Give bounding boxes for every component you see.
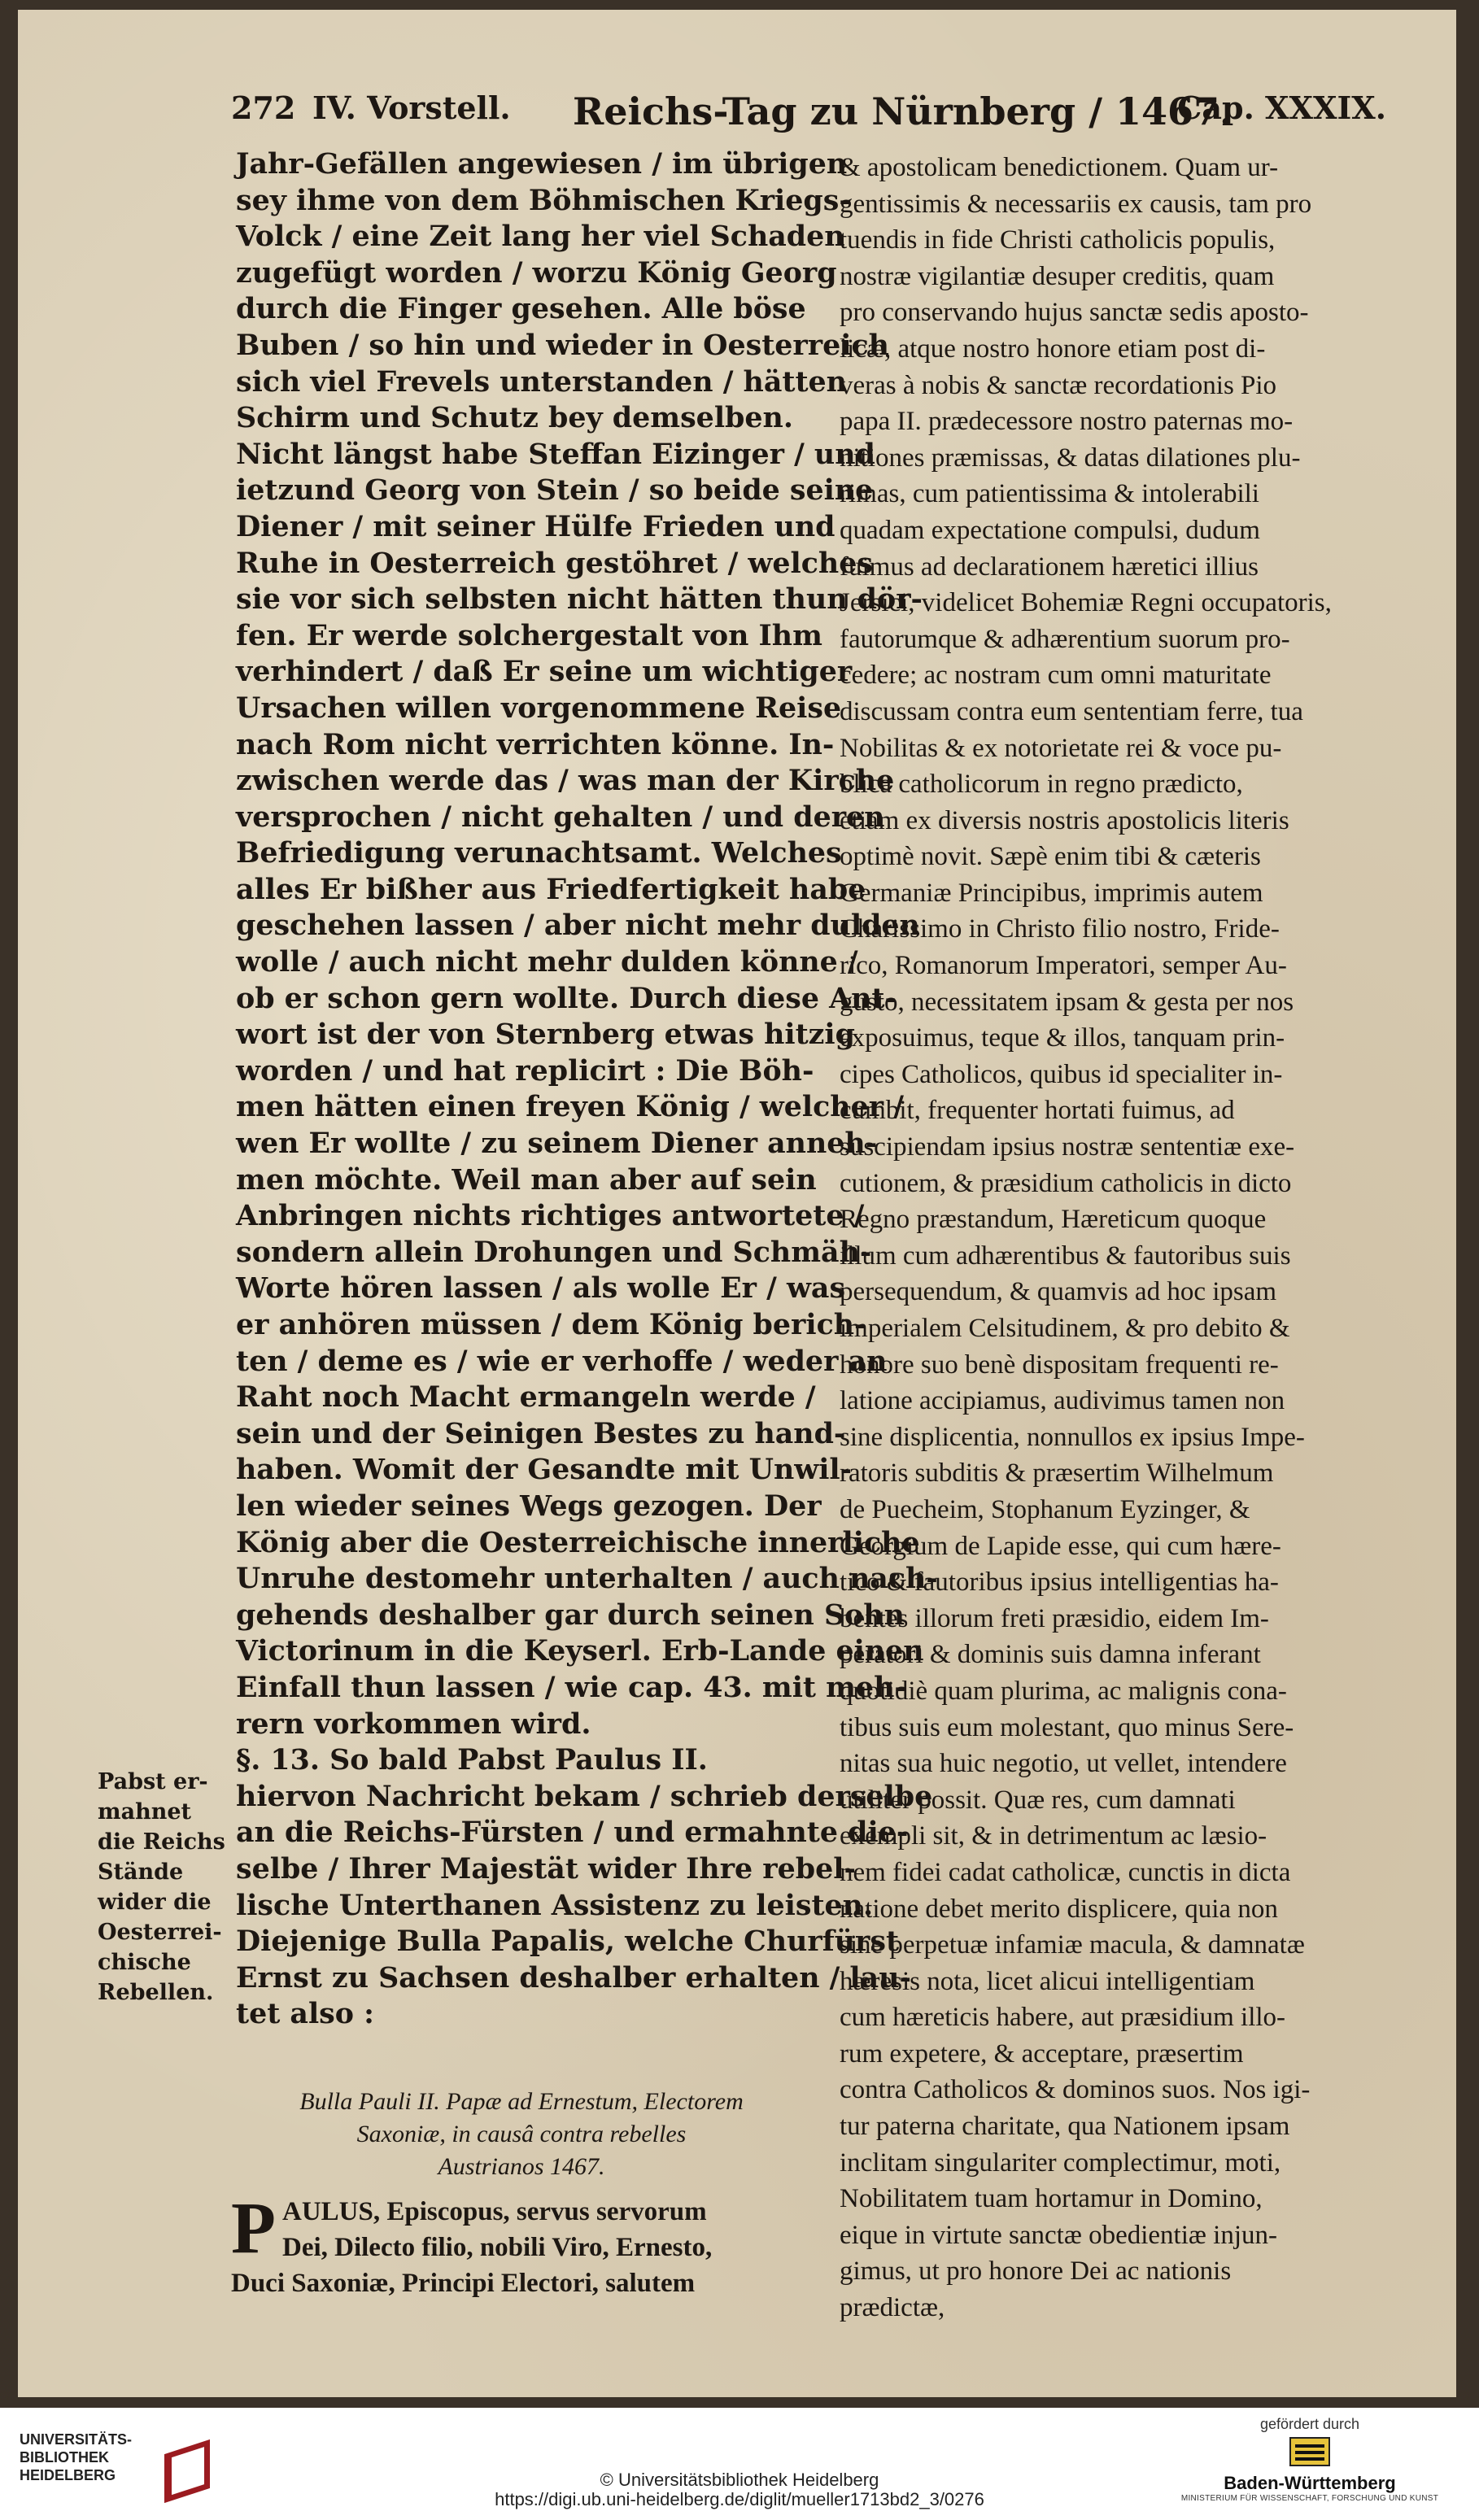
text-line: len wieder seines Wegs gezogen. Der <box>236 1489 822 1523</box>
text-line: nach Rom nicht verrichten könne. In- <box>236 727 835 761</box>
text-line: nitas sua huic negotio, ut vellet, intendere <box>840 1749 1287 1779</box>
text-line: discussam contra eum sententiam ferre, tua <box>840 696 1303 726</box>
text-line: Volck / eine Zeit lang her viel Schaden <box>236 220 845 254</box>
text-line: wolle / auch nicht mehr dulden könne / <box>236 945 858 979</box>
text-line: honore suo benè dispositam frequenti re- <box>840 1349 1279 1380</box>
text-line: imperialem Celsitudinem, & pro debito & <box>840 1314 1290 1343</box>
text-line: exempli sit, & in detrimentum ac læsio- <box>840 1821 1267 1851</box>
text-line: rico, Romanorum Imperatori, semper Au- <box>840 951 1287 981</box>
text-line: papa II. prædecessore nostro paternas mo- <box>840 407 1294 437</box>
text-line: durch die Finger gesehen. Alle böse <box>236 292 806 326</box>
text-line: optimè novit. Sæpè enim tibi & cæteris <box>840 842 1261 872</box>
book-page <box>18 10 1456 2397</box>
text-line: inclitam singulariter complectimur, moti, <box>840 2147 1281 2178</box>
bulla-line: Dei, Dilecto filio, nobili Viro, Ernesto, <box>281 2233 713 2262</box>
text-line: cipes Catholicos, quibus id specialiter in- <box>840 1059 1283 1089</box>
text-line: gentissimis & necessariis ex causis, tam pro <box>840 189 1312 219</box>
text-line: pro conservando hujus sanctæ sedis aposto- <box>840 298 1309 328</box>
text-line: men möchte. Weil man aber auf sein <box>236 1162 817 1197</box>
text-line: sey ihme von dem Böhmischen Kriegs- <box>236 183 851 217</box>
text-line: Jahr-Gefällen angewiesen / im übrigen <box>236 147 848 181</box>
margin-note-line: die Reichs <box>98 1829 225 1855</box>
drop-cap: P <box>231 2188 276 2269</box>
coat-of-arms-icon <box>1287 2436 1333 2469</box>
bulla-title-line: Bulla Pauli II. Papæ ad Ernestum, Electorem <box>299 2088 744 2115</box>
text-line: exposuimus, teque & illos, tanquam prin- <box>840 1023 1285 1053</box>
funded-by-label: gefördert durch <box>1259 2416 1360 2432</box>
text-line: hæresis nota, licet alicui intelligentiam <box>840 1966 1255 1996</box>
text-line: contra Catholicos & dominos suos. Nos igi- <box>840 2075 1311 2105</box>
text-line: quotidiè quam plurima, ac malignis cona- <box>840 1676 1287 1706</box>
text-line: licæ, atque nostro honore etiam post di- <box>840 334 1266 364</box>
text-line: cum hæreticis habere, aut præsidium illo- <box>840 2003 1286 2033</box>
text-line: zwischen werde das / was man der Kirche <box>236 764 895 798</box>
text-line: Ruhe in Oesterreich gestöhret / welches <box>236 546 873 580</box>
text-line: illum cum adhærentibus & fautoribus suis <box>840 1240 1291 1271</box>
text-line: wen Er wollte / zu seinem Diener anneh- <box>236 1127 878 1161</box>
text-line: Buben / so hin und wieder in Oesterreich <box>236 328 889 362</box>
margin-note-line: Pabst er- <box>98 1769 208 1794</box>
text-line: haben. Womit der Gesandte mit Unwil- <box>236 1453 853 1487</box>
bulla-opening <box>231 2188 809 2301</box>
text-line: ob er schon gern wollte. Durch diese Ant- <box>236 981 897 1015</box>
text-line: verhindert / daß Er seine um wichtiger <box>236 655 853 689</box>
text-line: Unruhe destomehr unterhalten / auch nach- <box>236 1562 938 1596</box>
bulla-line: AULUS, Episcopus, servus servorum <box>281 2197 707 2226</box>
funder-name: Baden-Württemberg <box>1224 2473 1396 2493</box>
text-line: persequendum, & quamvis ad hoc ipsam <box>840 1277 1277 1307</box>
text-line: eique in virtute sanctæ obedientiæ injun- <box>840 2220 1277 2250</box>
text-line: fautorumque & adhærentium suorum pro- <box>840 624 1290 654</box>
text-line: Georgium de Lapide esse, qui cum hære- <box>840 1531 1281 1561</box>
footer <box>0 2408 1479 2520</box>
text-line: sine displicentia, nonnullos ex ipsius Impe- <box>840 1422 1305 1452</box>
text-line: suscipiendam ipsius nostræ sententiæ exe- <box>840 1132 1295 1162</box>
text-line: nitiones præmissas, & datas dilationes plu- <box>840 443 1301 473</box>
text-line: Anbringen nichts richtiges antwortete / <box>236 1199 865 1233</box>
text-line: lische Unterthanen Assistenz zu leisten. <box>236 1888 874 1922</box>
text-line: geschehen lassen / aber nicht mehr dulden <box>236 909 920 943</box>
text-line: Raht noch Macht ermangeln werde / <box>236 1380 816 1415</box>
text-line: sich viel Frevels unterstanden / hätten <box>236 364 847 399</box>
copyright-text: © Universitätsbibliothek Heidelberg <box>600 2470 879 2490</box>
text-line: Regno præstandum, Hæreticum quoque <box>840 1205 1267 1235</box>
library-name-line: BIBLIOTHEK <box>20 2449 109 2466</box>
text-line: nostræ vigilantiæ desuper creditis, quam <box>840 261 1275 291</box>
text-line: sine perpetuæ infamiæ macula, & damnatæ <box>840 1930 1305 1960</box>
ministry-name: MINISTERIUM FÜR WISSENSCHAFT, FORSCHUNG UND KUNST <box>1180 2494 1439 2503</box>
text-line: Ernst zu Sachsen deshalber erhalten / lau- <box>236 1960 911 1995</box>
library-name-line: HEIDELBERG <box>20 2467 116 2483</box>
text-line: nem fidei cadat catholicæ, cunctis in dicta <box>840 1857 1291 1887</box>
text-line: versprochen / nicht gehalten / und deren <box>236 800 885 834</box>
text-line: veras à nobis & sanctæ recordationis Pio <box>840 370 1277 400</box>
text-line: zugefügt worden / worzu König Georg <box>236 255 837 290</box>
right-column-text <box>840 150 1425 2326</box>
text-line: quadam expectatione compulsi, dudum <box>840 515 1260 545</box>
bulla-opening-lines <box>231 2188 809 2301</box>
margin-note-line: wider die <box>98 1890 212 1915</box>
text-line: fuimus ad declarationem hæretici illius <box>840 552 1259 582</box>
text-line: Nicht längst habe Steffan Eizinger / und <box>236 437 875 471</box>
bulla-title-line: Austrianos 1467. <box>438 2153 605 2180</box>
text-line: §. 13. So bald Pabst Paulus II. <box>236 1743 708 1777</box>
text-line: cedere; ac nostram cum omni maturitate <box>840 661 1272 691</box>
text-line: latione accipiamus, audivimus tamen non <box>840 1386 1285 1416</box>
funder-block <box>1163 2416 1456 2503</box>
margin-note-line: Stände <box>98 1859 184 1885</box>
text-line: ratoris subditis & præsertim Wilhelmum <box>840 1458 1274 1489</box>
text-line: cumbit, frequenter hortati fuimus, ad <box>840 1096 1235 1126</box>
margin-note-line: mahnet <box>98 1799 191 1825</box>
text-line: cutionem, & præsidium catholicis in dicto <box>840 1168 1292 1198</box>
text-line: utiliter possit. Quæ res, cum damnati <box>840 1785 1236 1815</box>
text-line: wort ist der von Sternberg etwas hitzig <box>236 1018 855 1052</box>
text-line: rimas, cum patientissima & intolerabili <box>840 479 1259 509</box>
left-column-text <box>236 146 938 2033</box>
margin-note-line: Rebellen. <box>98 1980 214 2005</box>
text-line: sondern allein Drohungen und Schmäh- <box>236 1235 872 1269</box>
text-line: tuendis in fide Christi catholicis populis, <box>840 225 1276 255</box>
text-line: selbe / Ihrer Majestät wider Ihre rebel- <box>236 1851 856 1886</box>
text-line: Germaniæ Principibus, imprimis autem <box>840 878 1263 908</box>
text-line: bentes illorum freti præsidio, eidem Im- <box>840 1603 1269 1633</box>
text-line: sein und der Seinigen Bestes zu hand- <box>236 1416 846 1450</box>
text-line: Diener / mit seiner Hülfe Frieden und <box>236 509 835 543</box>
running-title: Reichs-Tag zu Nürnberg / 1467. <box>573 89 1233 133</box>
text-line: & apostolicam benedictionem. Quam ur- <box>840 153 1279 182</box>
page-number: 272 <box>231 89 296 126</box>
margin-note-line: chische <box>98 1950 191 1975</box>
text-line: Diejenige Bulla Papalis, welche Churfürst <box>236 1925 900 1959</box>
text-line: rum expetere, & acceptare, præsertim <box>840 2038 1244 2069</box>
text-line: ten / deme es / wie er verhoffe / weder an <box>236 1344 888 1378</box>
text-line: gimus, ut pro honore Dei ac nationis <box>840 2256 1232 2287</box>
section-label: IV. Vorstell. <box>312 89 511 126</box>
text-line: Nobilitatem tuam hortamur in Domino, <box>840 2184 1263 2214</box>
text-line: Ursachen willen vorgenommene Reise <box>236 691 842 725</box>
text-line: tibus suis eum molestant, quo minus Sere- <box>840 1712 1294 1742</box>
bulla-title-line: Saxoniæ, in causâ contra rebelles <box>356 2121 687 2147</box>
text-line: Worte hören lassen / als wolle Er / was <box>236 1271 846 1306</box>
text-line: alles Er bißher aus Friedfertigkeit habe <box>236 872 866 906</box>
text-line: blica catholicorum in regno prædicto, <box>840 770 1243 800</box>
text-line: gusto, necessitatem ipsam & gesta per nos <box>840 987 1294 1017</box>
text-line: Schirm und Schutz bey demselben. <box>236 401 793 435</box>
text-line: Charissimo in Christo filio nostro, Fride- <box>840 914 1280 944</box>
text-line: Nobilitas & ex notorietate rei & voce pu- <box>840 733 1282 763</box>
text-line: peratori & dominis suis damna inferant <box>840 1640 1261 1670</box>
text-line: Einfall thun lassen / wie cap. 43. mit meh- <box>236 1670 906 1704</box>
text-line: worden / und hat replicirt : Die Böh- <box>236 1053 814 1088</box>
text-line: Befriedigung verunachtsamt. Welches <box>236 836 842 870</box>
text-line: an die Reichs-Fürsten / und ermahnte die- <box>236 1816 909 1850</box>
text-line: er anhören müssen / dem König berich- <box>236 1308 866 1341</box>
source-url-link[interactable]: https://digi.ub.uni-heidelberg.de/diglit/mueller1713bd2_3/0276 <box>495 2489 984 2509</box>
margin-note-line: Oesterrei- <box>98 1920 222 1945</box>
text-line: ietzund Georg von Stein / so beide seine <box>236 473 874 508</box>
text-line: rern vorkommen wird. <box>236 1707 591 1741</box>
chapter-label: Cap. XXXIX. <box>1177 89 1386 126</box>
page-header <box>231 89 1386 140</box>
bulla-title <box>236 2086 807 2183</box>
text-line: sie vor sich selbsten nicht hätten thun dör- <box>236 582 923 617</box>
text-line: König aber die Oesterreichische innerliche <box>236 1525 920 1559</box>
text-line: gehends deshalber gar durch seinen Sohn <box>236 1598 905 1632</box>
text-line: Victorinum in die Keyserl. Erb-Lande einen <box>236 1634 924 1668</box>
margin-note <box>98 1767 236 2008</box>
text-line: hiervon Nachricht bekam / schrieb derselbe <box>236 1779 933 1813</box>
text-line: men hätten einen freyen König / welcher / <box>236 1090 904 1124</box>
library-name-line: UNIVERSITÄTS- <box>20 2431 133 2448</box>
text-line: tico & fautoribus ipsius intelligentias ha- <box>840 1567 1279 1598</box>
text-line: etiam ex diversis nostris apostolicis literis <box>840 805 1289 835</box>
bulla-line: Duci Saxoniæ, Principi Electori, salutem <box>231 2269 696 2298</box>
text-line: Jersici, videlicet Bohemiæ Regni occupatoris, <box>840 588 1332 618</box>
text-line: prædictæ, <box>840 2293 945 2323</box>
text-line: de Puecheim, Stophanum Eyzinger, & <box>840 1494 1250 1524</box>
text-line: tet also : <box>236 1997 374 2031</box>
text-line: tur paterna charitate, qua Nationem ipsam <box>840 2112 1290 2142</box>
text-line: natione debet merito displicere, quia non <box>840 1894 1278 1924</box>
text-line: fen. Er werde solchergestalt von Ihm <box>236 618 822 652</box>
